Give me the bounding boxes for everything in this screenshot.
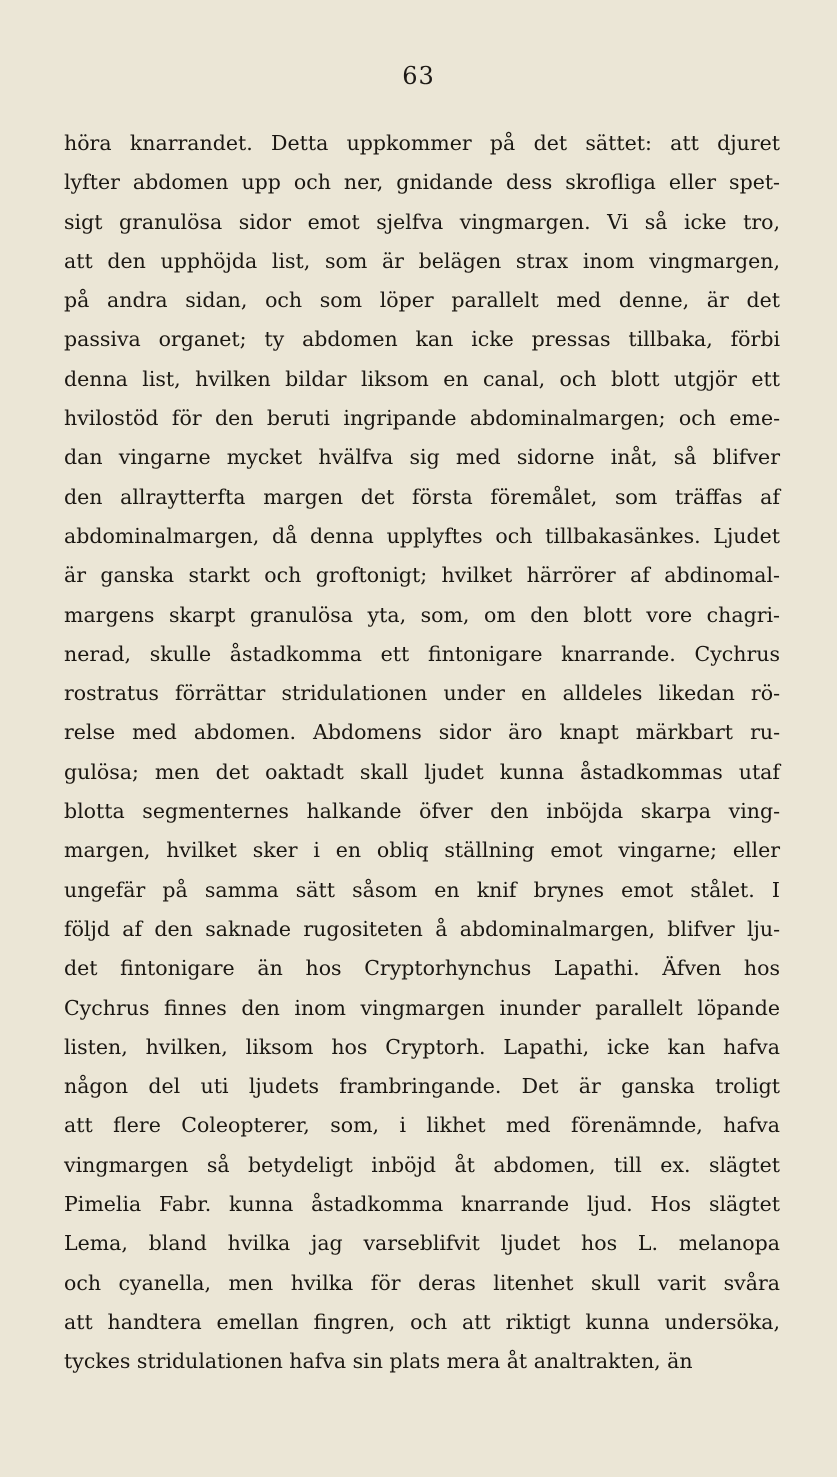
- text-line: hvilostöd för den beruti ingripande abdominalmargen; och eme-: [64, 406, 780, 431]
- text-line: listen, hvilken, liksom hos Cryptorh. Lapathi, icke kan hafva: [64, 1034, 780, 1059]
- text-line: lyfter abdomen upp och ner, gnidande dess skrofliga eller spet-: [64, 170, 780, 195]
- text-line: sigt granulösa sidor emot sjelfva vingmargen. Vi så icke tro,: [64, 209, 780, 234]
- text-line: den allraytterfta margen det första föremålet, som träffas af: [64, 484, 780, 509]
- text-line: Lema, bland hvilka jag varseblifvit ljudet hos L. melanopa: [64, 1231, 780, 1256]
- text-line: någon del uti ljudets frambringande. Det är ganska troligt: [64, 1074, 780, 1099]
- text-line: det fintonigare än hos Cryptorhynchus Lapathi. Äfven hos: [64, 956, 780, 981]
- text-line: höra knarrandet. Detta uppkommer på det sättet: att djuret: [64, 131, 780, 155]
- text-line: att flere Coleopterer, som, i likhet med förenämnde, hafva: [64, 1113, 780, 1138]
- text-line: passiva organet; ty abdomen kan icke pressas tillbaka, förbi: [64, 327, 780, 352]
- text-line: gulösa; men det oaktadt skall ljudet kunna åstadkommas utaf: [64, 759, 780, 784]
- text-line: är ganska starkt och groftonigt; hvilket härrörer af abdinomal-: [64, 563, 780, 588]
- text-line: blotta segmenternes halkande öfver den inböjda skarpa ving-: [64, 799, 780, 824]
- text-line: Cychrus finnes den inom vingmargen inunder parallelt löpande: [64, 995, 780, 1020]
- text-line: abdominalmargen, då denna upplyftes och tillbakasänkes. Ljudet: [64, 523, 780, 548]
- page-number: 63: [402, 62, 435, 90]
- text-line: margen, hvilket sker i en obliq ställning emot vingarne; eller: [64, 838, 780, 863]
- text-line: vingmargen så betydeligt inböjd åt abdomen, till ex. slägtet: [64, 1152, 780, 1177]
- text-line: och cyanella, men hvilka för deras litenhet skull varit svåra: [64, 1270, 780, 1295]
- text-line: Pimelia Fabr. kunna åstadkomma knarrande ljud. Hos slägtet: [64, 1192, 780, 1217]
- text-line: tyckes stridulationen hafva sin plats mera åt analtrakten, än: [64, 1349, 693, 1374]
- text-line: denna list, hvilken bildar liksom en canal, och blott utgjör ett: [64, 366, 780, 391]
- body-text: [64, 124, 780, 1382]
- text-line: margens skarpt granulösa yta, som, om den blott vore chagri-: [64, 602, 780, 627]
- text-line: följd af den saknade rugositeten å abdominalmargen, blifver lju-: [64, 916, 780, 941]
- text-line: rostratus förrättar stridulationen under en alldeles likedan rö-: [64, 681, 780, 706]
- text-line: att handtera emellan fingren, och att riktigt kunna undersöka,: [64, 1309, 780, 1334]
- text-line: nerad, skulle åstadkomma ett fintonigare knarrande. Cychrus: [64, 641, 780, 666]
- text-line: ungefär på samma sätt såsom en knif brynes emot stålet. I: [64, 877, 780, 902]
- text-line: på andra sidan, och som löper parallelt med denne, är det: [64, 288, 780, 313]
- text-line: relse med abdomen. Abdomens sidor äro knapt märkbart ru-: [64, 720, 780, 745]
- text-line: dan vingarne mycket hvälfva sig med sidorne inåt, så blifver: [64, 445, 780, 470]
- text-line: att den upphöjda list, som är belägen strax inom vingmargen,: [64, 248, 780, 273]
